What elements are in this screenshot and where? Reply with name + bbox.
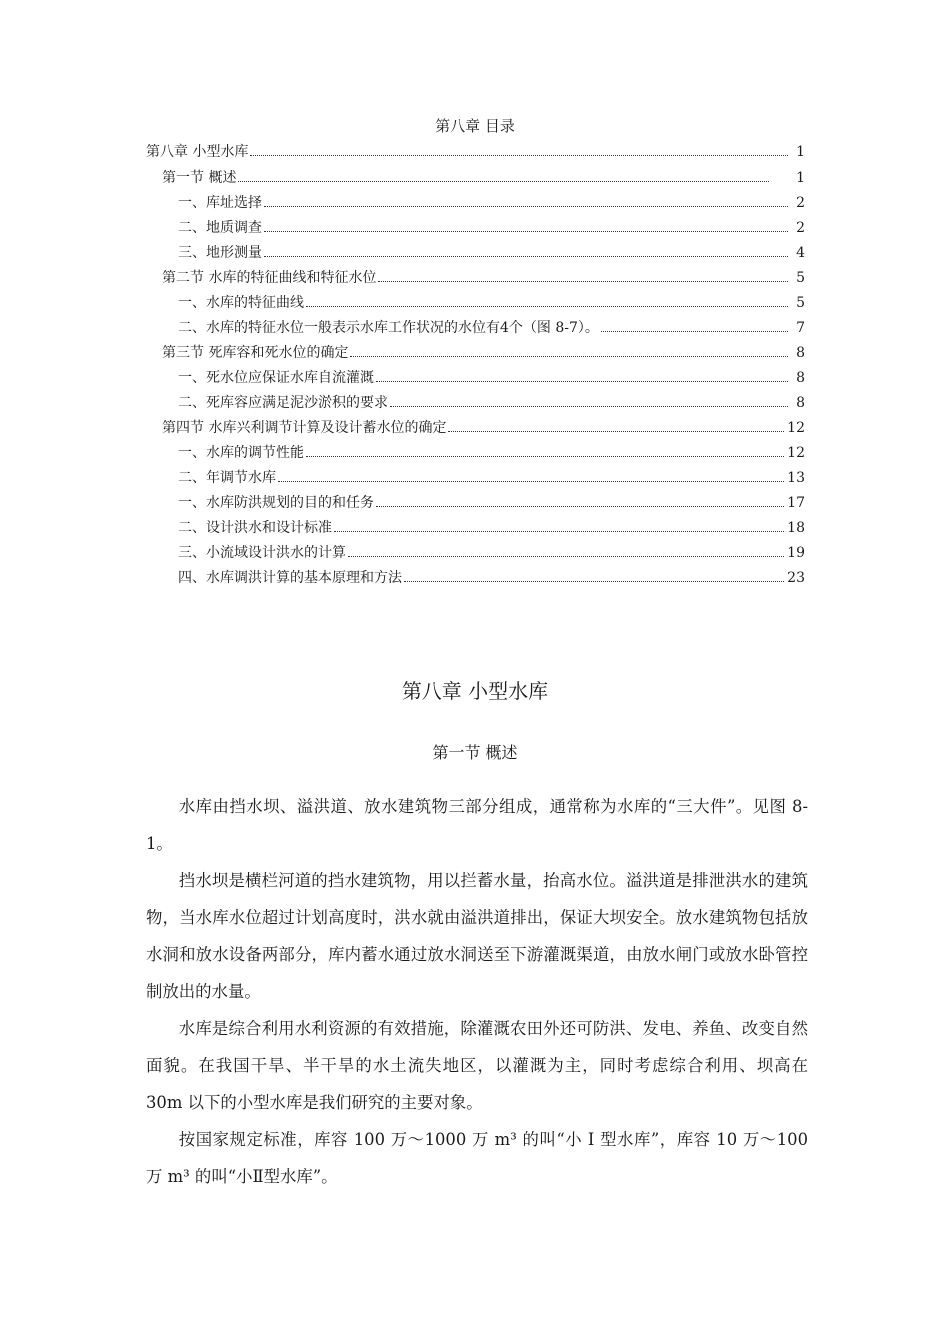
toc-entry-text: 一、水库的特征曲线 <box>178 295 304 311</box>
toc-leader-dots <box>601 331 788 332</box>
toc-entry-page: 8 <box>796 345 805 361</box>
toc-entry-text: 一、库址选择 <box>178 195 262 211</box>
toc-entry-subsection[interactable] <box>178 318 805 338</box>
toc-leader-dots <box>250 155 788 156</box>
toc-entry-text: 第一节 概述 <box>162 170 237 186</box>
toc-entry-text: 二、地质调查 <box>178 220 262 236</box>
toc-leader-dots <box>264 231 788 232</box>
toc-entry-page: 17 <box>787 495 805 511</box>
toc-entry-page: 2 <box>796 220 805 236</box>
toc-entry-section[interactable] <box>162 418 805 438</box>
toc-entry-subsection[interactable] <box>178 568 805 588</box>
paragraph: 水库由挡水坝、溢洪道、放水建筑物三部分组成，通常称为水库的“三大件”。见图 8-1。 <box>146 797 808 853</box>
toc-leader-dots <box>334 531 784 532</box>
toc-entry-page: 8 <box>796 370 805 386</box>
toc-entry-text: 二、设计洪水和设计标准 <box>178 520 332 536</box>
toc-entry-page: 8 <box>796 395 805 411</box>
toc-entry-subsection[interactable] <box>178 518 805 538</box>
toc-entry-text: 第四节 水库兴利调节计算及设计蓄水位的确定 <box>162 420 447 436</box>
toc-leader-dots <box>390 406 788 407</box>
toc-entry-text: 二、年调节水库 <box>178 470 276 486</box>
toc-entry-subsection[interactable] <box>178 468 805 488</box>
toc-entry-text: 第三节 死库容和死水位的确定 <box>162 345 349 361</box>
toc-entry-subsection[interactable] <box>178 493 805 513</box>
toc-entry-page: 23 <box>787 570 805 586</box>
toc-entry-subsection[interactable] <box>178 243 805 263</box>
toc-entry-text: 三、地形测量 <box>178 245 262 261</box>
toc-entry-text: 三、小流域设计洪水的计算 <box>178 545 346 561</box>
body-text <box>146 788 808 1195</box>
toc-entry-page: 12 <box>787 445 805 461</box>
toc-leader-dots <box>348 556 784 557</box>
paragraph: 按国家规定标准，库容 100 万～1000 万 m³ 的叫“小 I 型水库”，库容 10 万～100 万 m³ 的叫“小Ⅱ型水库”。 <box>146 1130 808 1186</box>
toc-leader-dots <box>306 456 784 457</box>
paragraph: 水库是综合利用水利资源的有效措施，除灌溉农田外还可防洪、发电、养鱼、改变自然面貌。在我国干旱、半干旱的水土流失地区，以灌溉为主，同时考虑综合利用、坝高在 30m 以下的小型水库是我们研究的主要对象。 <box>146 1019 808 1112</box>
toc-leader-dots <box>306 306 788 307</box>
toc-entry-subsection[interactable] <box>178 193 805 213</box>
toc-entry-page: 13 <box>787 470 805 486</box>
toc-title: 第八章 目录 <box>435 117 515 135</box>
toc-entry-subsection[interactable] <box>178 368 805 388</box>
toc-entry-section[interactable] <box>162 343 805 363</box>
toc-entry-page: 1 <box>796 144 805 160</box>
toc-leader-dots <box>378 281 788 282</box>
toc-entry-page: 12 <box>787 420 805 436</box>
toc-leader-dots <box>264 206 788 207</box>
toc-entry-subsection[interactable] <box>178 393 805 413</box>
toc-entry-section[interactable] <box>162 168 805 188</box>
toc-leader-dots <box>448 431 784 432</box>
toc-entry-text: 一、死水位应保证水库自流灌溉 <box>178 370 374 386</box>
toc-leader-dots <box>350 356 788 357</box>
toc-entry-page: 5 <box>796 270 805 286</box>
toc-entry-text: 二、死库容应满足泥沙淤积的要求 <box>178 395 388 411</box>
chapter-title: 第八章 小型水库 <box>401 679 549 703</box>
toc-leader-dots <box>376 506 784 507</box>
section-title: 第一节 概述 <box>432 743 518 762</box>
toc-entry-subsection[interactable] <box>178 543 805 563</box>
toc-leader-dots <box>238 181 769 182</box>
toc-entry-text: 一、水库的调节性能 <box>178 445 304 461</box>
toc-entry-page: 7 <box>796 320 805 336</box>
toc-entry-section[interactable] <box>162 268 805 288</box>
toc-entry-text: 一、水库防洪规划的目的和任务 <box>178 495 374 511</box>
toc-entry-subsection[interactable] <box>178 293 805 313</box>
toc-entry-text: 第八章 小型水库 <box>146 144 249 160</box>
toc-leader-dots <box>376 381 788 382</box>
toc-entry-page: 19 <box>787 545 805 561</box>
toc-entry-page: 1 <box>796 170 805 186</box>
toc-leader-dots <box>278 481 784 482</box>
toc-entry-page: 2 <box>796 195 805 211</box>
toc-leader-dots <box>404 581 784 582</box>
toc-entry-subsection[interactable] <box>178 443 805 463</box>
toc-entry-page: 18 <box>787 520 805 536</box>
toc-leader-dots <box>264 256 788 257</box>
toc-entry-chapter[interactable] <box>146 142 805 162</box>
toc-entry-page: 5 <box>796 295 805 311</box>
paragraph: 挡水坝是横栏河道的挡水建筑物，用以拦蓄水量，抬高水位。溢洪道是排泄洪水的建筑物，当水库水位超过计划高度时，洪水就由溢洪道排出，保证大坝安全。放水建筑物包括放水洞和放水设备两部分，库内蓄水通过放水洞送至下游灌溉渠道，由放水闸门或放水卧管控制放出的水量。 <box>146 871 808 1001</box>
toc-entry-page: 4 <box>796 245 805 261</box>
toc-entry-subsection[interactable] <box>178 218 805 238</box>
toc-entry-text: 二、水库的特征水位一般表示水库工作状况的水位有4个（图 8-7）。 <box>178 320 599 336</box>
toc-entry-text: 四、水库调洪计算的基本原理和方法 <box>178 570 402 586</box>
toc-entry-text: 第二节 水库的特征曲线和特征水位 <box>162 270 377 286</box>
